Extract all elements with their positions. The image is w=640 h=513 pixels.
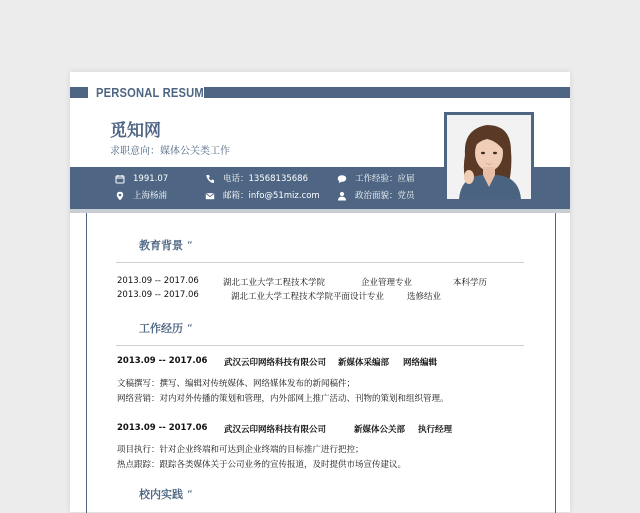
job-company: 武汉云印网络科技有限公司 [224,358,327,368]
person-icon [337,191,347,201]
section-work-title [139,320,193,336]
job-dept: 新媒体公关部 [354,425,406,435]
info-email-text: 邮箱：info@51miz.com [223,191,320,201]
section-work-quote: “ [187,322,193,335]
job-period: 2013.09 -- 2017.06 [117,356,208,366]
job-header [117,356,438,368]
chat-bubble-icon [337,174,347,184]
info-politics [337,190,415,202]
info-politics-text: 政治面貌：党员 [355,191,415,201]
job-intent-value: 媒体公关类工作 [160,146,230,157]
info-experience [337,173,415,185]
job-desc-line: 项目执行：针对企业终端和可达到企业终端的目标推广进行把控； [117,445,364,455]
education-school: 湖北工业大学工程技术学院平面设计专业 [231,292,385,302]
section-education-quote: “ [187,239,193,252]
job-desc-line: 热点跟踪：跟踪各类媒体关于公司业务的宣传报道，及时提供市场宣传建议。 [117,460,407,470]
portrait-image [447,115,531,199]
info-birth-text: 1991.07 [133,174,169,184]
info-birth [115,173,168,185]
calendar-icon [115,174,125,184]
education-degree: 本科学历 [453,278,488,288]
job-period: 2013.09 -- 2017.06 [117,423,208,433]
resume-tag: PERSONAL RESUME [96,85,212,100]
job-role: 执行经理 [418,425,453,435]
section-work-label: 工作经历 [139,322,183,335]
education-period: 2013.09 -- 2017.06 [117,290,199,300]
education-row [117,290,442,302]
info-experience-text: 工作经验：应届 [355,174,415,184]
phone-icon [205,174,215,184]
education-school: 湖北工业大学工程技术学院 [223,278,326,288]
info-phone [205,173,308,185]
info-email [205,190,320,202]
section-work-rule [116,345,524,346]
job-company: 武汉云印网络科技有限公司 [224,425,327,435]
info-phone-text: 电话：13568135686 [223,174,308,184]
profile-photo [447,115,531,199]
location-pin-icon [115,191,125,201]
job-role: 网络编辑 [403,358,438,368]
candidate-name: 觅知网 [110,121,161,141]
job-desc-line: 网络营销：对内对外传播的策划和管理，内外部网上推广活动、刊物的策划和组织管理。 [117,394,449,404]
header-bar-right [204,87,570,98]
job-intent-label: 求职意向： [110,146,160,157]
info-location-text: 上海杨浦 [133,191,168,201]
job-header [117,423,453,435]
photo-frame [444,112,534,202]
section-education-label: 教育背景 [139,239,183,252]
job-dept: 新媒体采编部 [338,358,390,368]
education-row [117,276,488,288]
education-major: 选修结业 [407,292,442,302]
education-major: 企业管理专业 [361,278,413,288]
envelope-icon [205,191,215,201]
header-bar-left [70,87,88,98]
section-campus-quote: “ [187,488,193,501]
education-period: 2013.09 -- 2017.06 [117,276,199,286]
job-intent [110,142,230,157]
info-location [115,190,167,202]
section-campus-label: 校内实践 [139,488,183,501]
section-education-rule [116,262,524,263]
section-education-title [139,237,193,253]
job-desc-line: 文稿撰写：撰写、编辑对传统媒体、网络媒体发布的新闻稿件； [117,379,356,389]
